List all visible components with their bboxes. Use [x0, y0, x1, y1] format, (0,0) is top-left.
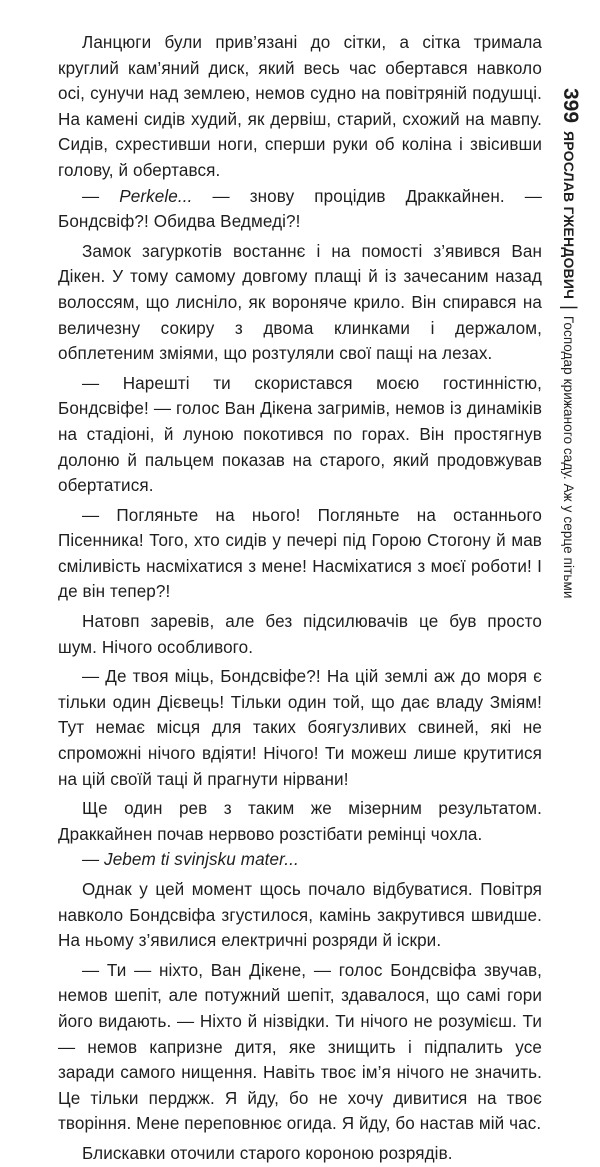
paragraph-9: [58, 847, 542, 873]
page-number: 399: [559, 88, 582, 124]
paragraph-5: — Погляньте на нього! Погляньте на останнього Пісенника! Того, хто сидів у печері під Горою Стогону й мав сміливість насміхатися з мене! Насміхатися з моєї роботи! І де він тепер?!: [58, 505, 542, 602]
paragraph-2: [58, 184, 542, 235]
paragraph-1: Ланцюги були прив’язані до сітки, а сітка тримала круглий кам’яний диск, який весь час обертався навколо осі, сунучи над землею, немов судно на повітряній подушці. На камені сидів худий, як дервіш, старий, схожий на мавпу. Сидів, схрестивши ноги, сперши руки об коліна і звісивши голову, й обертався.: [58, 33, 542, 180]
paragraph-9-emphasis: — Jebem ti svinjsku mater...: [82, 850, 299, 870]
paragraph-12: Блискавки оточили старого короною розрядів.: [82, 1143, 453, 1163]
paragraph-8: Ще один рев з таким же мізерним результатом. Драккайнен почав нервово розстібати ремінці чохла.: [58, 799, 542, 844]
paragraph-7: — Де твоя міць, Бондсвіфе?! На цій землі аж до моря є тільки один Дієвець! Тільки один той, що дає владу Зміям! Тут немає місця для таких боягузливих свиней, які не спроможні нічого вдіяти! Нічого! Ти можеш лише крутитися на цій своїй таці й прагнути нірвани!: [58, 667, 542, 789]
paragraph-10: Однак у цей момент щось почало відбуватися. Повітря навколо Бондсвіфа згустилося, камінь закрутився швидше. На ньому з’явилися електричні розряди й іскри.: [58, 880, 542, 951]
running-head-title: Господар крижаного саду. Аж у серце пітьми: [561, 315, 576, 599]
running-head-separator: |: [560, 305, 580, 310]
body-text: [58, 30, 542, 1167]
paragraph-6: Натовп заревів, але без підсилювачів це був просто шум. Нічого особливого.: [58, 612, 542, 657]
running-head: [548, 88, 588, 628]
paragraph-2-text: знову процідив Драккайнен. — Бондсвіф?! Обидва Ведмеді?!: [58, 186, 543, 232]
running-head-author: ЯРОСЛАВ ГЖЕНДОВИЧ: [561, 131, 577, 300]
paragraph-3: Замок загуркотів востаннє і на помості з’явився Ван Дікен. У тому самому довгому плащі й із зачесаним назад волоссям, що лисніло, як вороняче крило. Він спирався на величезну сокиру з двома клинками і держалом, обплетеним зміями, що розтуляли свої пащі на лезах.: [58, 241, 542, 364]
paragraph-4: — Нарешті ти скористався моєю гостинністю, Бондсвіфе! — голос Ван Дікена загримів, немов із динаміків на стадіоні, й луною покотився по горах. Він простягнув долоню й пальцем показав на старого, який продовжував обертатися.: [58, 373, 542, 496]
paragraph-2-emphasis: — Perkele... —: [82, 186, 230, 206]
paragraph-11: — Ти — ніхто, Ван Дікене, — голос Бондсвіфа звучав, немов шепіт, але потужний шепіт, здавалося, що самі гори його видають. — Ніхто й нізвідки. Ти нічого не розумієш. Ти — немов капризне дитя, яке знищить і підпалить усе заради самого нищення. Навіть твоє ім’я нічого не значить. Це тільки перджж. Я йду, бо не хочу дивитися на твоє творіння. Мене переповнює огида. Я йду, бо настав мій час.: [58, 960, 542, 1134]
